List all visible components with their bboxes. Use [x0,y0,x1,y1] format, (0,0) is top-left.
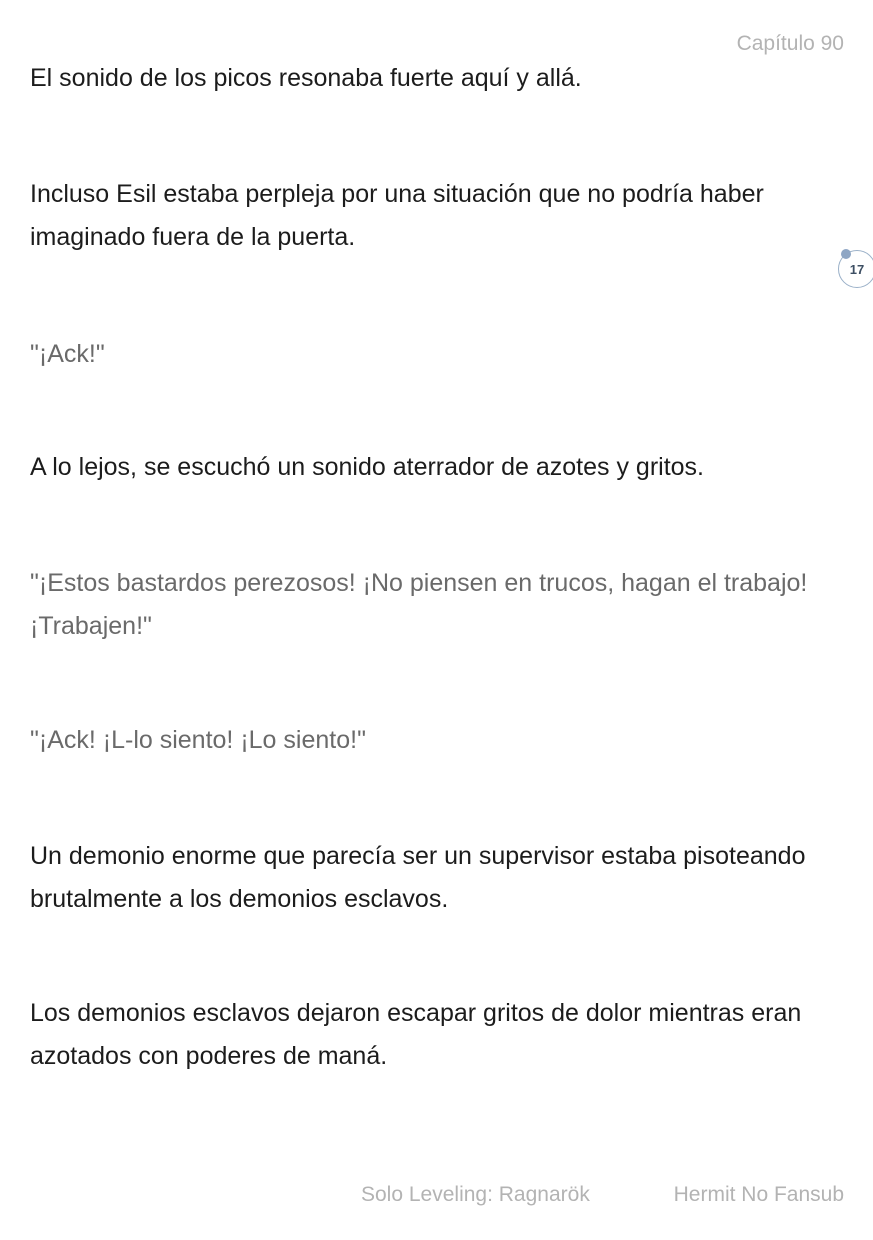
page-number-badge[interactable]: 17 [838,250,873,288]
paragraph-5: "¡Estos bastardos perezosos! ¡No piensen en trucos, hagan el trabajo! ¡Trabajen!" [30,569,808,640]
paragraph-3: "¡Ack!" [30,340,105,368]
page-marker-dot-icon [841,249,851,259]
paragraph-6: "¡Ack! ¡L-lo siento! ¡Lo siento!" [30,726,366,754]
paragraph-4: A lo lejos, se escuchó un sonido aterrador de azotes y gritos. [30,453,704,481]
paragraph-2: Incluso Esil estaba perpleja por una situación que no podría haber imaginado fuera de la puerta. [30,180,764,251]
footer-translator: Hermit No Fansub [673,1183,844,1206]
chapter-label: Capítulo 90 [736,32,844,55]
paragraph-8: Los demonios esclavos dejaron escapar gritos de dolor mientras eran azotados con poderes de maná. [30,999,802,1070]
paragraph-7: Un demonio enorme que parecía ser un supervisor estaba pisoteando brutalmente a los demonios esclavos. [30,842,806,913]
paragraph-1: El sonido de los picos resonaba fuerte aquí y allá. [30,64,582,92]
footer-book-title: Solo Leveling: Ragnarök [361,1183,590,1206]
